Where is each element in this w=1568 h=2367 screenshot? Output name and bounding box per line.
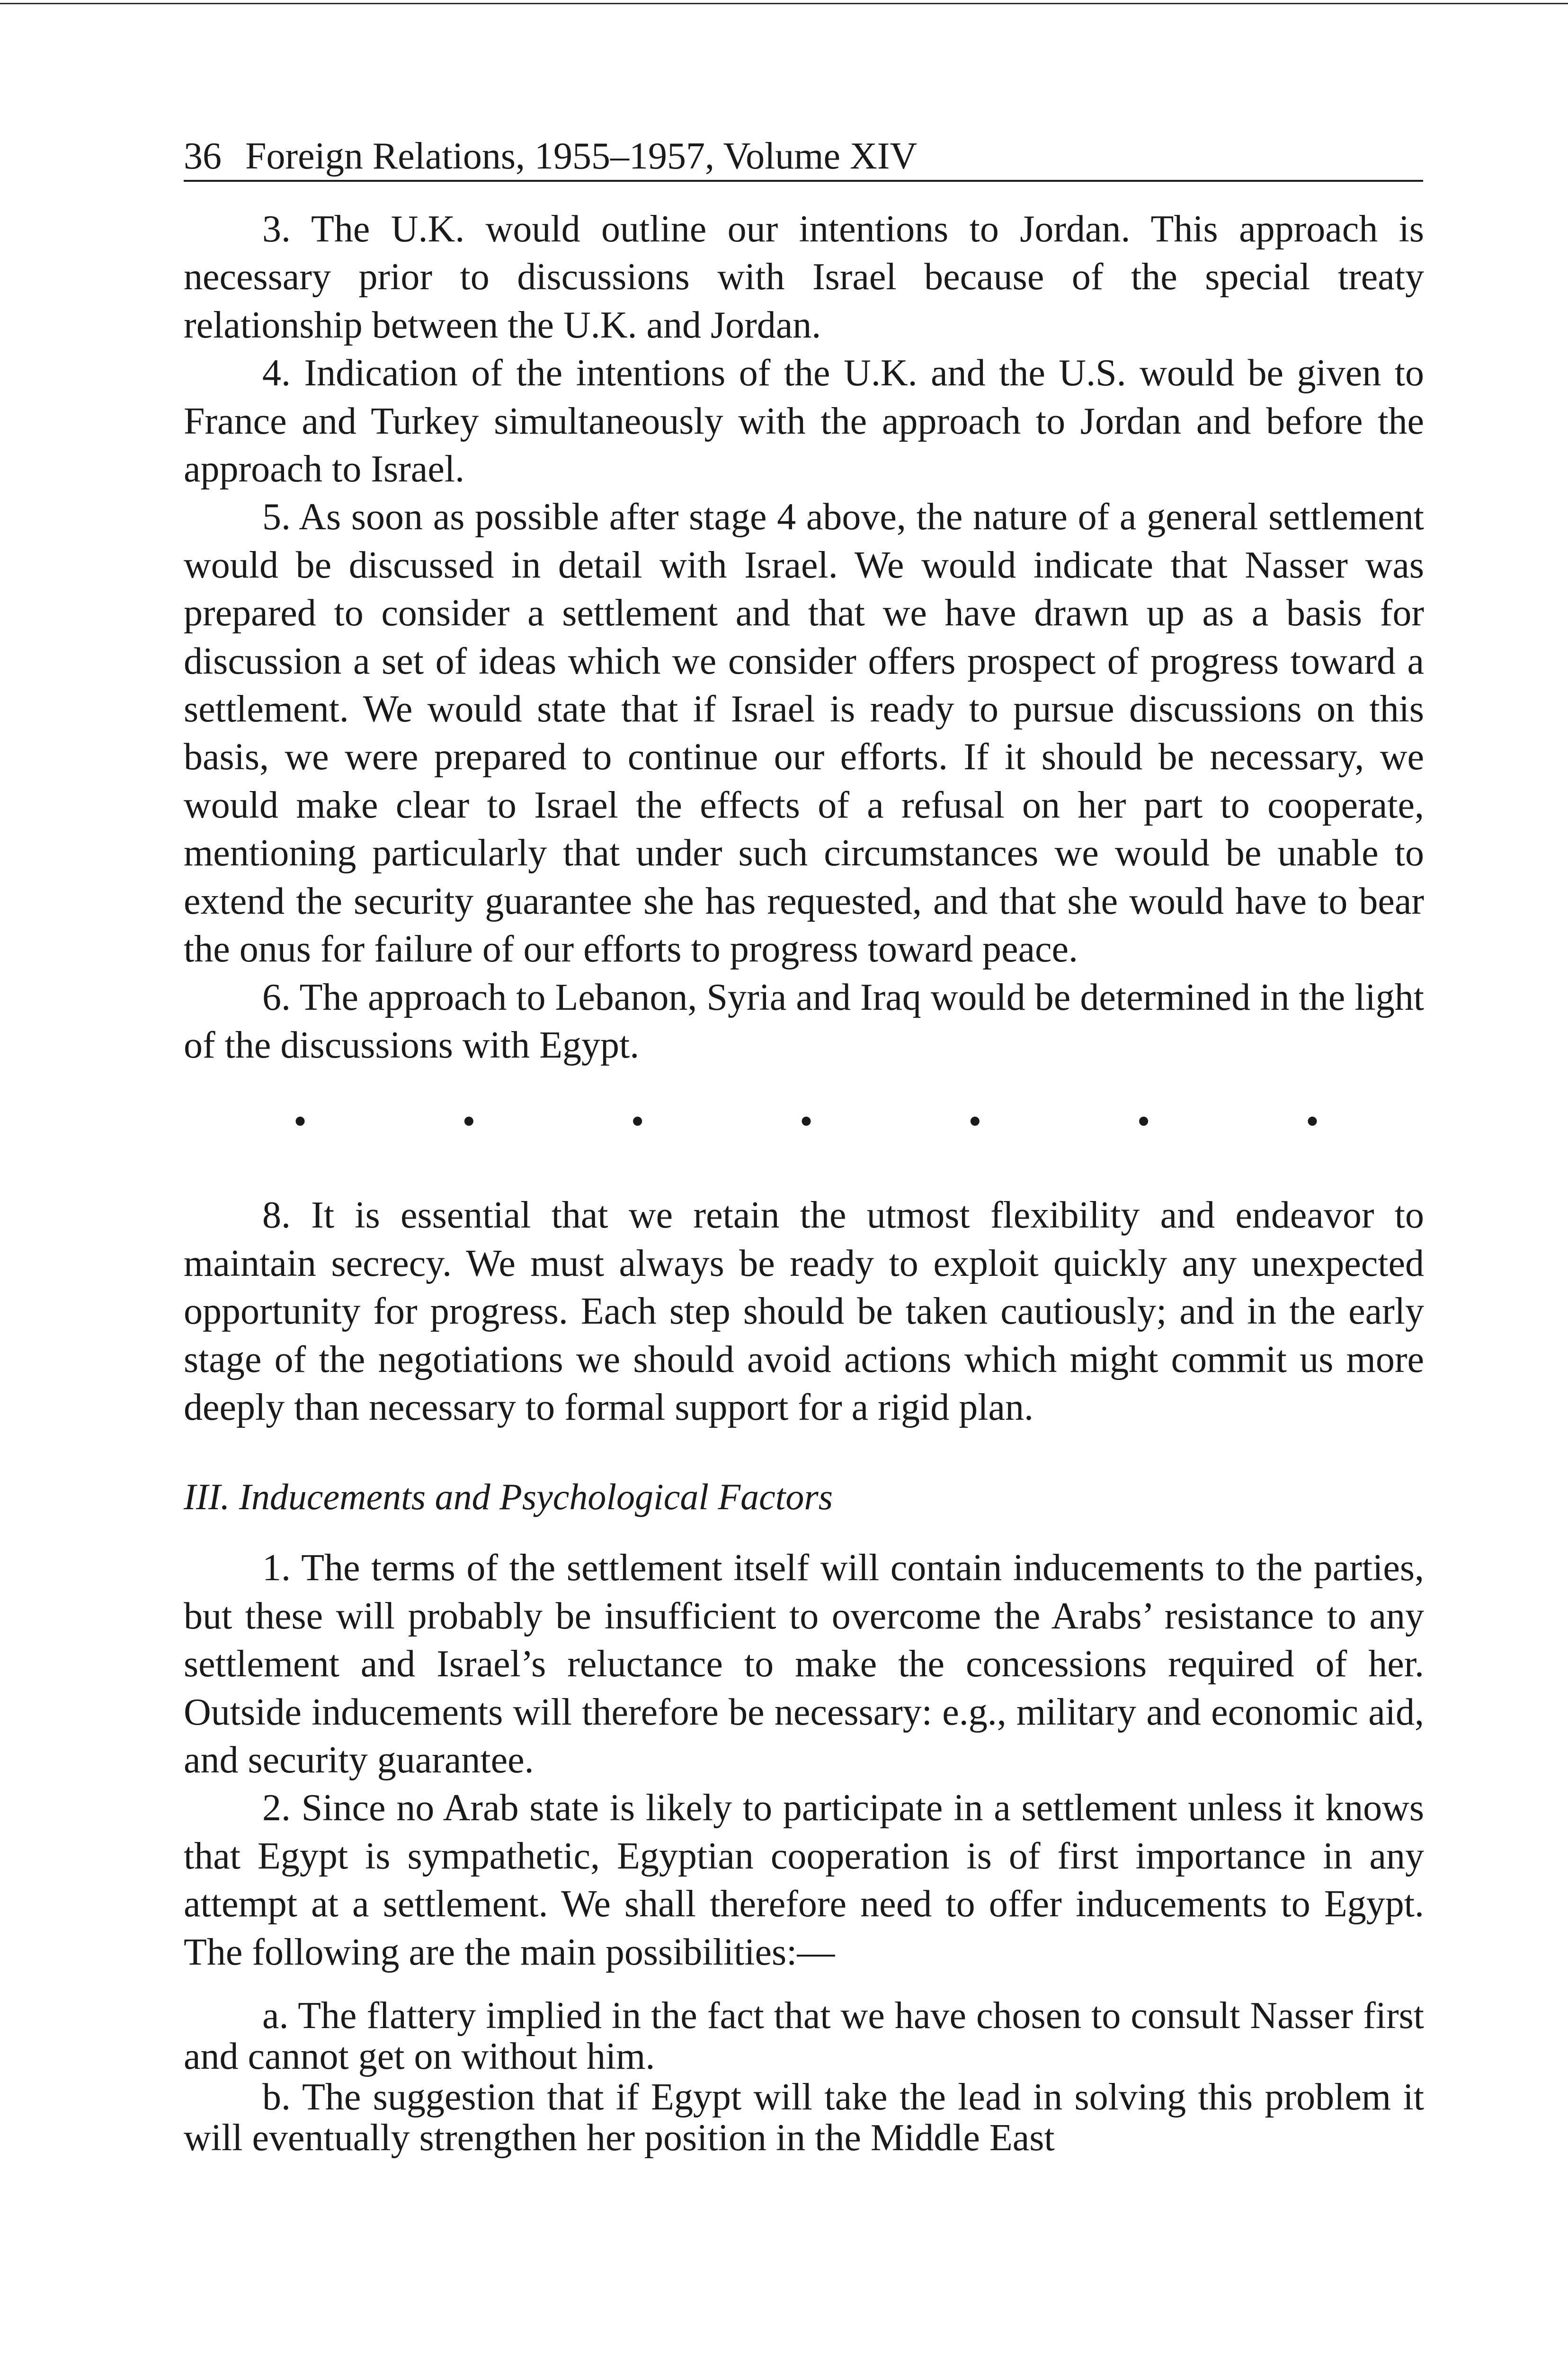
paragraph-8: 8. It is essential that we retain the utmost flexibility and endeavor to maintain secrecy. We must always be ready to exploit quickly any unexpected opportunity for progress. Each step should be taken cautiously; and in the early stage of the negotiations we should avoid actions which might commit us more deeply than necessary to formal support for a rigid plan. [184, 1194, 1424, 1428]
paragraph-5: 5. As soon as possible after stage 4 above, the nature of a general settlement would be discussed in detail with Israel. We would indicate that Nasser was prepared to consider a settlement and that we have drawn up as a basis for discussion a set of ideas which we consider offers prospect of progress toward a settlement. We would state that if Israel is ready to pursue discussions on this basis, we were prepared to continue our efforts. If it should be necessary, we would make clear to Israel the effects of a refusal on her part to cooperate, mentioning particularly that under such circumstances we would be unable to extend the security guarantee she has requested, and that she would have to bear the onus for failure of our efforts to progress toward peace. [184, 496, 1424, 970]
ellipsis-dot: • [799, 1101, 813, 1143]
ellipsis-dot: • [968, 1101, 982, 1143]
omission-ellipsis [184, 1101, 1424, 1143]
document-page [184, 133, 1424, 2158]
running-head-title: Foreign Relations, 1955–1957, Volume XIV [245, 135, 918, 177]
paragraph-3: 3. The U.K. would outline our intentions to Jordan. This approach is necessary prior to discussions with Israel because of the special treaty relationship between the U.K. and Jordan. [184, 208, 1424, 346]
ellipsis-dot: • [294, 1101, 307, 1143]
running-head [184, 133, 1423, 182]
list-item-a: a. The flattery implied in the fact that we have chosen to consult Nasser first and cannot get on without him. [184, 1995, 1424, 2077]
body-text [184, 205, 1424, 2158]
paragraph-6: 6. The approach to Lebanon, Syria and Iraq would be determined in the light of the discussions with Egypt. [184, 976, 1424, 1066]
ellipsis-dot: • [631, 1101, 644, 1143]
top-edge-rule [0, 3, 1568, 4]
ellipsis-dot: • [1137, 1101, 1150, 1143]
section-paragraph-2: 2. Since no Arab state is likely to participate in a settlement unless it knows that Egypt is sympathetic, Egyptian cooperation is of first importance in any attempt at a settlement. We shall therefore need to offer inducements to Egypt. The following are the main possibilities:— [184, 1787, 1424, 1973]
ellipsis-dot: • [462, 1101, 476, 1143]
ellipsis-dot: • [1305, 1101, 1319, 1143]
section-paragraph-1: 1. The terms of the settlement itself will contain inducements to the parties, but these will probably be insufficient to overcome the Arabs’ resistance to any settlement and Israel’s reluctance to make the concessions required of her. Outside inducements will therefore be necessary: e.g., military and economic aid, and security guarantee. [184, 1547, 1424, 1781]
list-item-b: b. The suggestion that if Egypt will take the lead in solving this problem it will eventually strengthen her position in the Middle East [184, 2076, 1424, 2159]
paragraph-4: 4. Indication of the intentions of the U.K. and the U.S. would be given to France and Turkey simultaneously with the approach to Jordan and before the approach to Israel. [184, 352, 1424, 490]
section-heading: III. Inducements and Psychological Factors [184, 1476, 833, 1518]
page-number: 36 [184, 135, 222, 177]
inducement-list [184, 1995, 1424, 2158]
